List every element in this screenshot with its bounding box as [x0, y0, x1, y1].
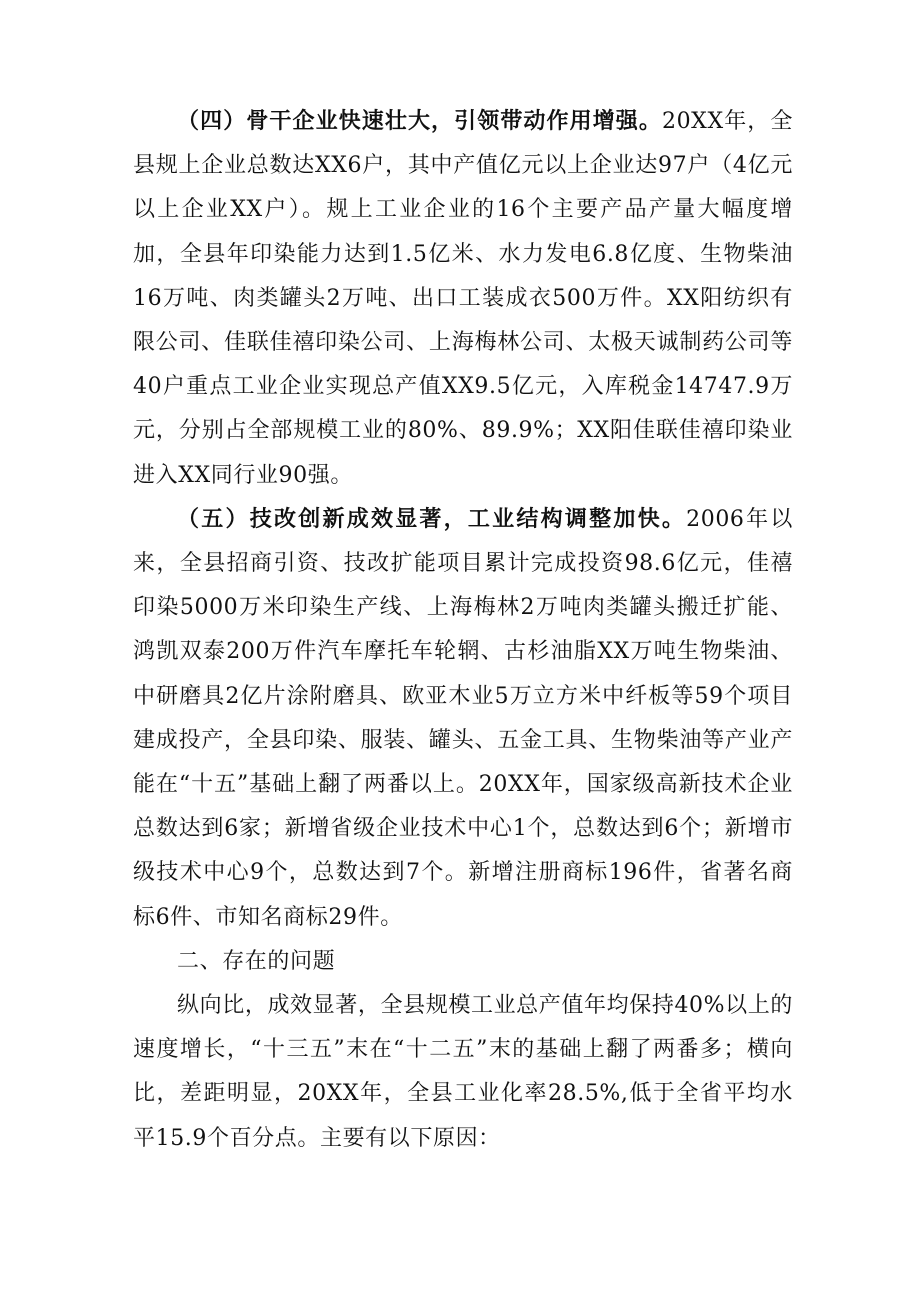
paragraph-key-enterprises: [133, 100, 793, 498]
paragraph-text: 2006年以来，全县招商引资、技改扩能项目累计完成投资98.6亿元，佳禧印染5000万米印染生产线、上海梅林2万吨肉类罐头搬迁扩能、鸿凯双泰200万件汽车摩托车轮辋、古杉油脂XX万吨生物柴油、中研磨具2亿片涂附磨具、欧亚木业5万立方米中纤板等59个项目建成投产，全县印染、服装、罐头、五金工具、生物柴油等产业产能在“十五”基础上翻了两番以上。20XX年，国家级高新技术企业总数达到6家；新增省级企业技术中心1个，总数达到6个；新增市级技术中心9个，总数达到7个。新增注册商标196件，省著名商标6件、市知名商标29件。: [133, 506, 794, 930]
document-body: [133, 100, 793, 1161]
paragraph-tech-innovation: [133, 498, 793, 940]
paragraph-text: 20XX年，全县规上企业总数达XX6户，其中产值亿元以上企业达97户（4亿元以上企业XX户）。规上工业企业的16个主要产品产量大幅度增加，全县年印染能力达到1.5亿米、水力发电6.8亿度、生物柴油16万吨、肉类罐头2万吨、出口工装成衣500万件。XX阳纺织有限公司、佳联佳禧印染公司、上海梅林公司、太极天诚制药公司等40户重点工业企业实现总产值XX9.5亿元，入库税金14747.9万元，分别占全部规模工业的80%、89.9%；XX阳佳联佳禧印染业进入XX同行业90强。: [133, 109, 793, 488]
paragraph-lead-heading: （五）技改创新成效显著，工业结构调整加快。: [177, 506, 687, 532]
paragraph-lead-heading: （四）骨干企业快速壮大，引领带动作用增强。: [177, 109, 662, 134]
section-heading: 二、存在的问题: [177, 948, 336, 974]
paragraph-problems-intro: 纵向比，成效显著，全县规模工业总产值年均保持40%以上的速度增长，“十三五”末在“十二五”末的基础上翻了两番多；横向比，差距明显，20XX年，全县工业化率28.5%,低于全省平均水平15.9个百分点。主要有以下原因：: [133, 993, 793, 1151]
